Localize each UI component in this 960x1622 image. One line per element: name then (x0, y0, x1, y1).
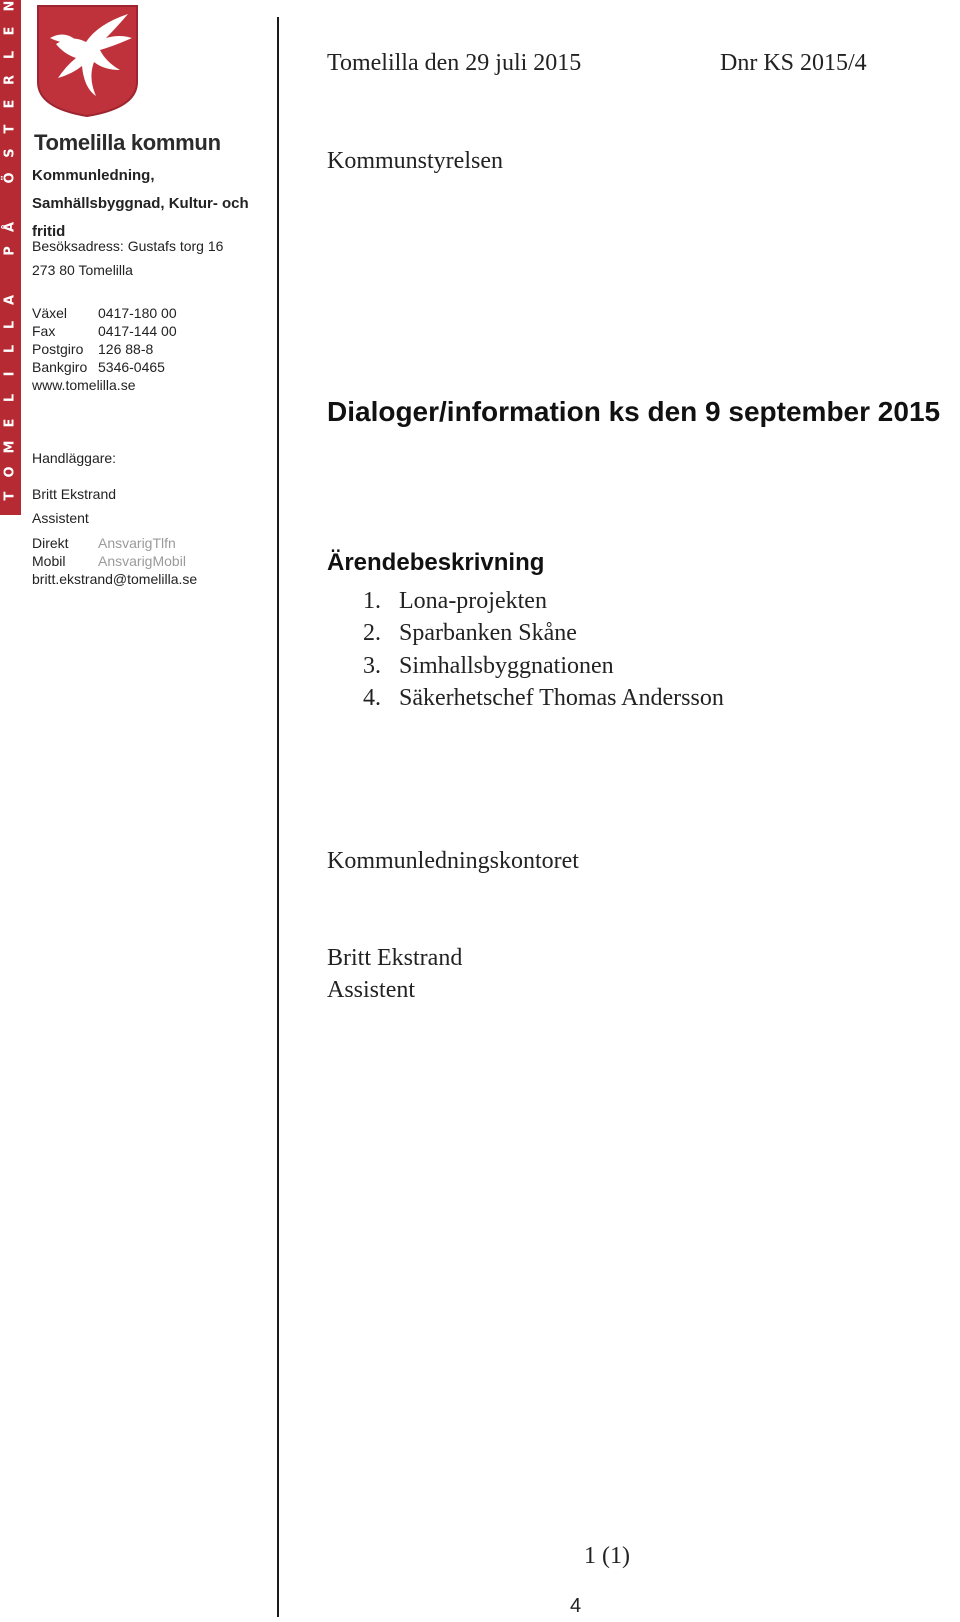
contact-row (32, 358, 165, 376)
direct-label: Direkt (32, 535, 69, 551)
list-number: 4. (363, 685, 381, 711)
list-text: Säkerhetschef Thomas Andersson (399, 685, 724, 711)
contact-label: Bankgiro (32, 359, 88, 375)
red-kite-coat-of-arms-icon (36, 4, 139, 118)
mobile-value: AnsvarigMobil (98, 553, 186, 569)
list-text: Lona-projekten (399, 588, 547, 614)
list-item (363, 588, 547, 615)
signature-name: Britt Ekstrand (327, 945, 463, 971)
band-letter: L (2, 393, 18, 403)
list-number: 2. (363, 620, 381, 646)
contact-value: 126 88-8 (98, 341, 154, 357)
list-number: 1. (363, 588, 381, 614)
recipient: Kommunstyrelsen (327, 148, 503, 174)
band-letter: S (2, 148, 18, 158)
document-title: Dialoger/information ks den 9 september 2015 (327, 396, 941, 427)
place-date: Tomelilla den 29 juli 2015 (327, 50, 582, 76)
band-letter: M (2, 440, 18, 454)
list-text: Simhallsbyggnationen (399, 653, 614, 679)
band-letter: A (2, 294, 18, 306)
signature-role: Assistent (327, 977, 416, 1003)
band-letter: T (2, 491, 18, 501)
band-letter: Å (2, 221, 18, 232)
band-letter: L (2, 50, 18, 60)
list-item (363, 653, 614, 680)
mobile-row (32, 552, 186, 570)
direct-value: AnsvarigTlfn (98, 535, 176, 551)
mobile-label: Mobil (32, 553, 66, 569)
band-letter: Ö (2, 171, 18, 184)
page-of: 1 (1) (584, 1543, 630, 1569)
band-letter: T (2, 124, 18, 133)
contact-label: Postgiro (32, 341, 84, 357)
department: Kommunledning, Samhällsbyggnad, Kultur- och fritid (32, 167, 249, 240)
contact-row (32, 340, 153, 358)
band-letter: L (2, 344, 18, 354)
contact-row (32, 322, 177, 340)
section-heading: Ärendebeskrivning (327, 549, 545, 576)
band-letter: E (2, 26, 18, 35)
list-item (363, 685, 724, 712)
contact-value: 0417-144 00 (98, 323, 177, 339)
handler-role: Assistent (32, 510, 89, 526)
website-link[interactable]: www.tomelilla.se (32, 377, 136, 393)
visit-address: Besöksadress: Gustafs torg 16 (32, 238, 224, 254)
band-letter: N (2, 0, 18, 12)
postal-address: 273 80 Tomelilla (32, 262, 133, 278)
page-number: 4 (570, 1595, 582, 1617)
direct-row (32, 534, 176, 552)
band-letter: P (2, 246, 18, 256)
column-divider (277, 17, 279, 1617)
band-letter: E (2, 99, 18, 109)
contact-value: 0417-180 00 (98, 305, 177, 321)
handler-label: Handläggare: (32, 450, 117, 466)
list-number: 3. (363, 653, 381, 679)
list-text: Sparbanken Skåne (399, 620, 577, 646)
contact-label: Fax (32, 323, 56, 339)
email-link[interactable]: britt.ekstrand@tomelilla.se (32, 571, 198, 587)
contact-row (32, 304, 177, 322)
handler-name: Britt Ekstrand (32, 486, 117, 502)
office-name: Kommunledningskontoret (327, 848, 579, 874)
band-letter: I (2, 371, 18, 376)
band-letter: R (2, 74, 18, 85)
reference-number: Dnr KS 2015/4 (720, 50, 867, 76)
band-letter: E (2, 418, 18, 427)
band-letter: L (2, 320, 18, 329)
org-name: Tomelilla kommun (34, 130, 221, 155)
band-letter: O (2, 465, 18, 478)
list-item (363, 620, 577, 647)
contact-label: Växel (32, 305, 68, 321)
contact-value: 5346-0465 (98, 359, 165, 375)
